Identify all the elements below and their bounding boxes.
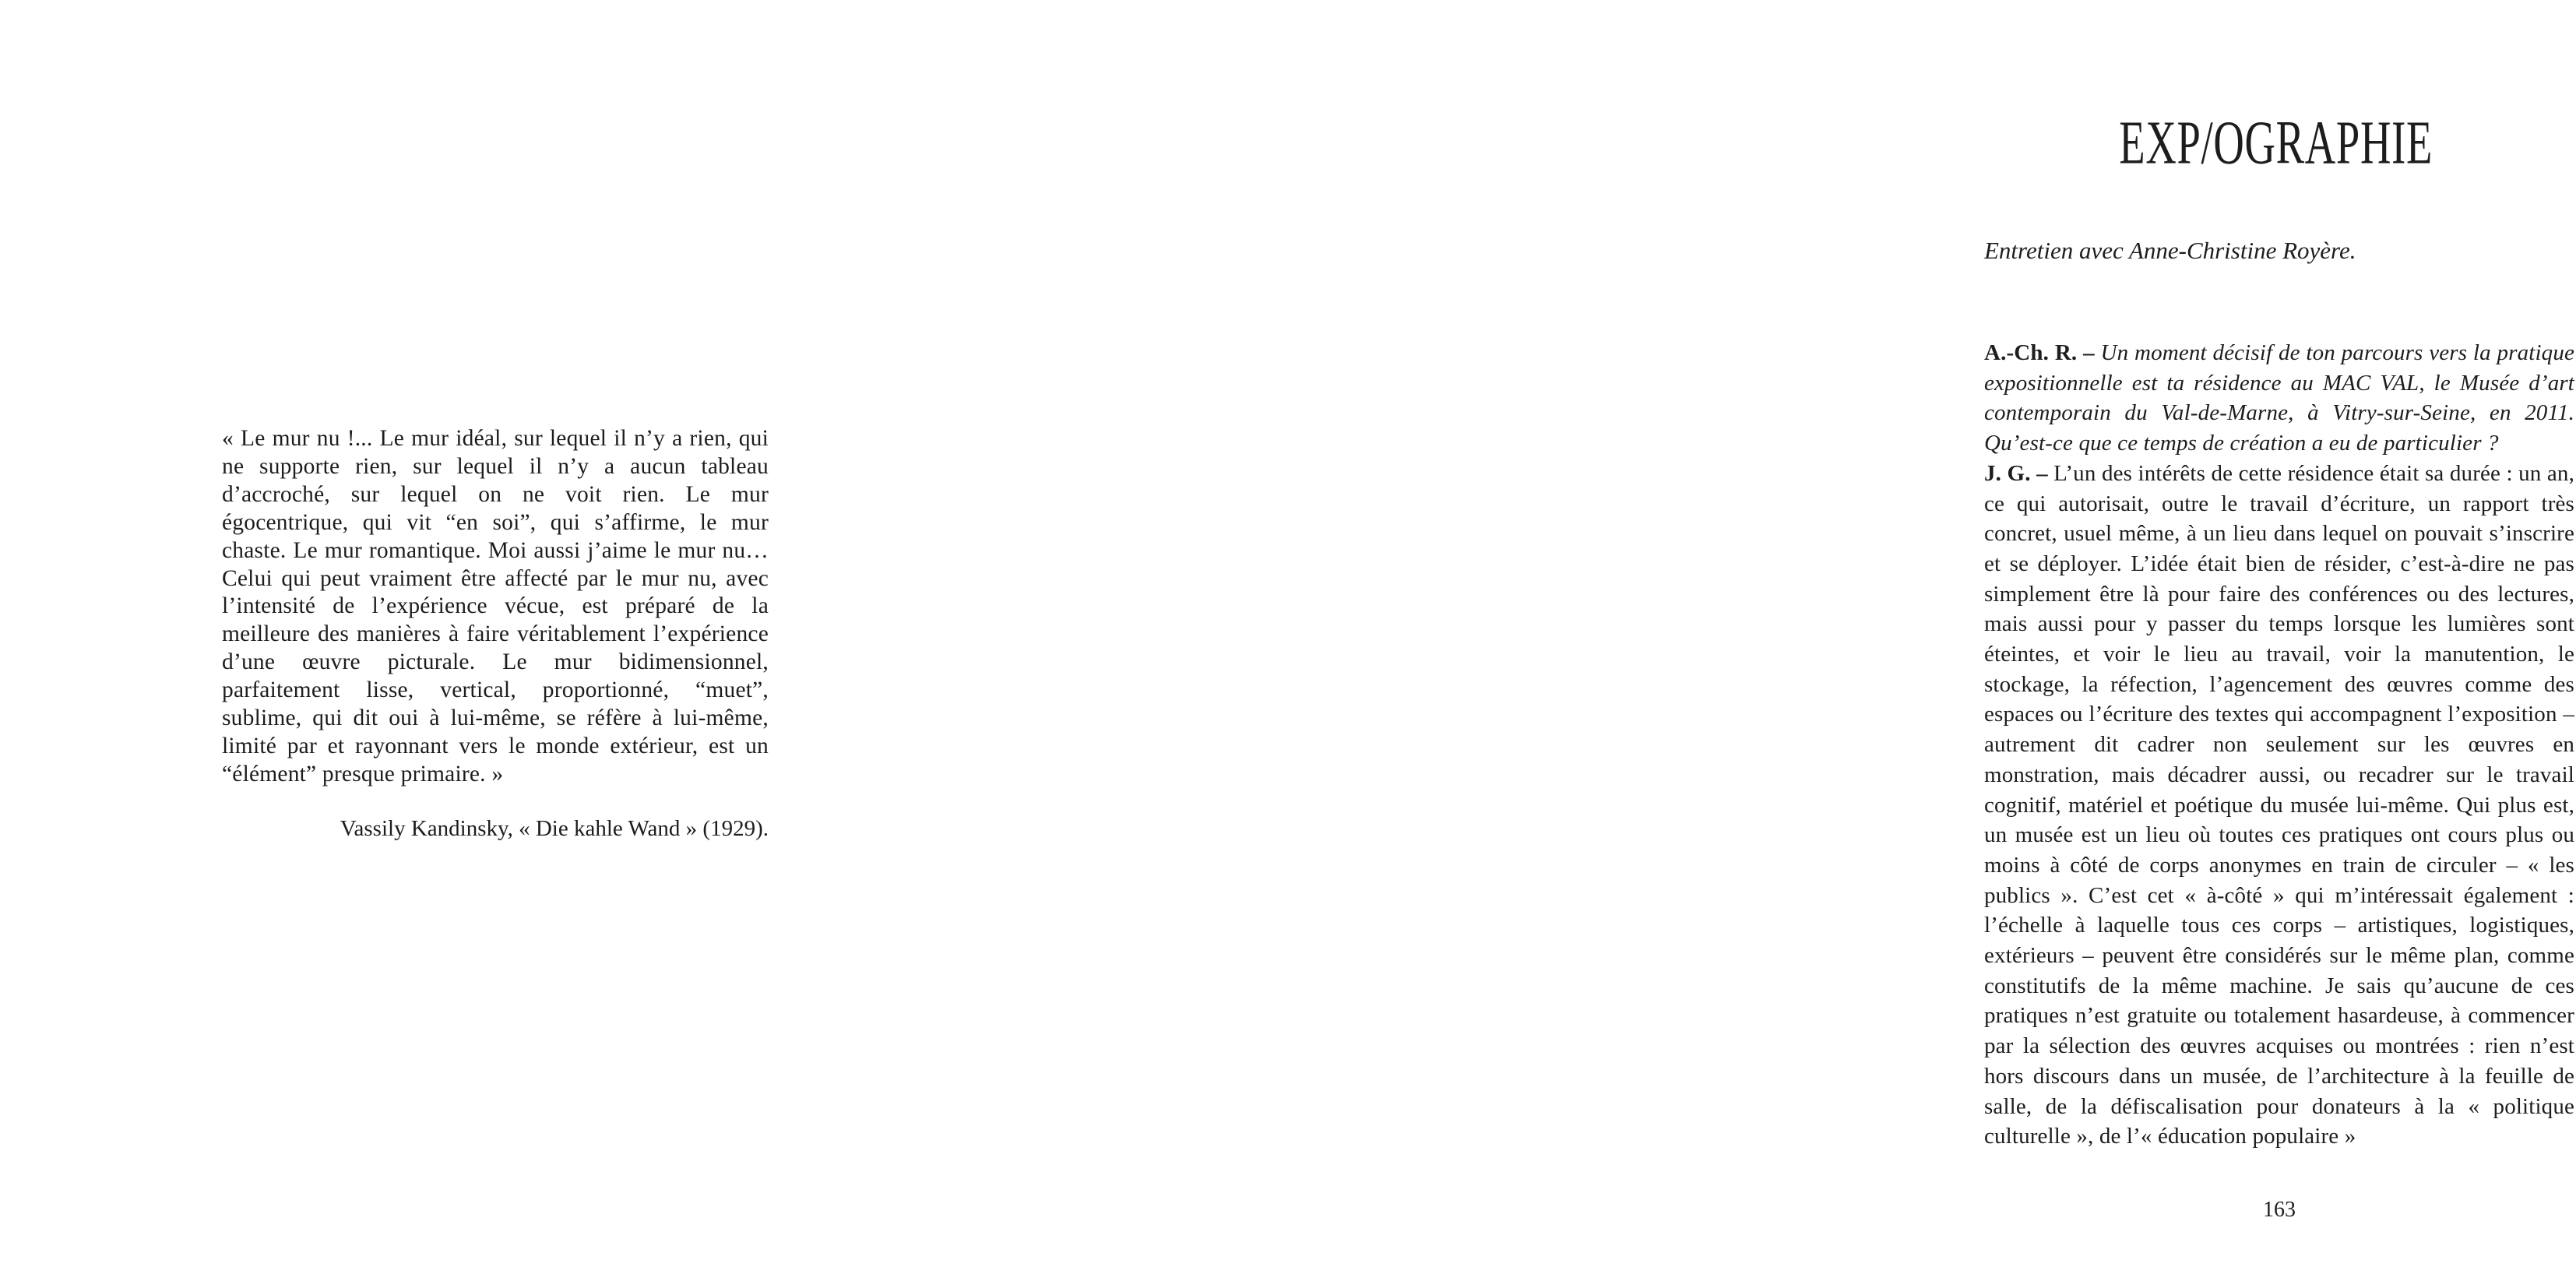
- chapter-title: [1982, 107, 2571, 178]
- answer-text: L’un des intérêts de cette résidence était sa durée : un an, ce qui autorisait, outre le travail d’écriture, un rapport très concret, usuel même, à un lieu dans lequel on pouvait s’inscrire et se déployer. L’idée était bien de résider, c’est-à-dire ne pas simplement être là pour faire des conférences ou des lectures, mais aussi pour y passer du temps lorsque les lumières sont éteintes, et voir le lieu au travail, voir la manutention, le stockage, la réfection, l’agencement des œuvres comme des espaces ou l’écriture des textes qui accompagnent l’exposition – autrement dit cadrer non seulement sur les œuvres en monstration, mais décadrer aussi, ou recadrer sur le travail cognitif, matériel et poétique du musée lui-même. Qui plus est, un musée est un lieu où toutes ces pratiques ont cours plus ou moins à côté de corps anonymes en train de circuler – « les publics ». C’est cet « à-côté » qui m’intéressait également : l’échelle à laquelle tous ces corps – artistiques, logistiques, extérieurs – peuvent être considérés sur le même plan, comme constitutifs de la même machine. Je sais qu’aucune de ces pratiques n’est gratuite ou totalement hasardeuse, à commencer par la sélection des œuvres acquises ou montrées : rien n’est hors discours dans un musée, de l’architecture à la feuille de salle, de la défiscalisation pour donateurs à la « politique culturelle », de l’« éducation populaire »: [1984, 460, 2574, 1149]
- interview-body: [1984, 338, 2574, 1152]
- speaker-label-achr: A.-Ch. R. –: [1984, 340, 2095, 365]
- interview-answer: [1984, 459, 2574, 1152]
- left-page: [0, 0, 907, 1288]
- quote-attribution: Vassily Kandinsky, « Die kahle Wand » (1929).: [340, 816, 769, 841]
- page-number: 163: [2263, 1198, 2296, 1222]
- question-text: Un moment décisif de ton parcours vers la pratique expositionnelle est ta résidence au MAC VAL, le Musée d’art contemporain du Val-de-Marne, à Vitry-sur-Seine, en 2011. Qu’est-ce que ce temps de création a eu de particulier ?: [1984, 340, 2574, 456]
- interview-question: [1984, 338, 2574, 459]
- interview-subtitle: Entretien avec Anne-Christine Royère.: [1984, 237, 2356, 264]
- speaker-label-jg: J. G. –: [1984, 460, 2048, 486]
- right-page: [907, 0, 2574, 1288]
- chapter-title-text: EXP/OGRAPHIE: [2119, 107, 2433, 177]
- kandinsky-quote: « Le mur nu !... Le mur idéal, sur lequel il n’y a rien, qui ne supporte rien, sur lequel il n’y a aucun tableau d’accroché, sur lequel on ne voit rien. Le mur égocentrique, qui vit “en soi”, qui s’affirme, le mur chaste. Le mur romantique. Moi aussi j’aime le mur nu… Celui qui peut vraiment être affecté par le mur nu, avec l’intensité de l’expérience vécue, est préparé de la meilleure des manières à faire véritablement l’expérience d’une œuvre picturale. Le mur bidimensionnel, parfaitement lisse, vertical, proportionné, “muet”, sublime, qui dit oui à lui-même, se réfère à lui-même, limité par et rayonnant vers le monde extérieur, est un “élément” presque primaire. »: [222, 426, 769, 787]
